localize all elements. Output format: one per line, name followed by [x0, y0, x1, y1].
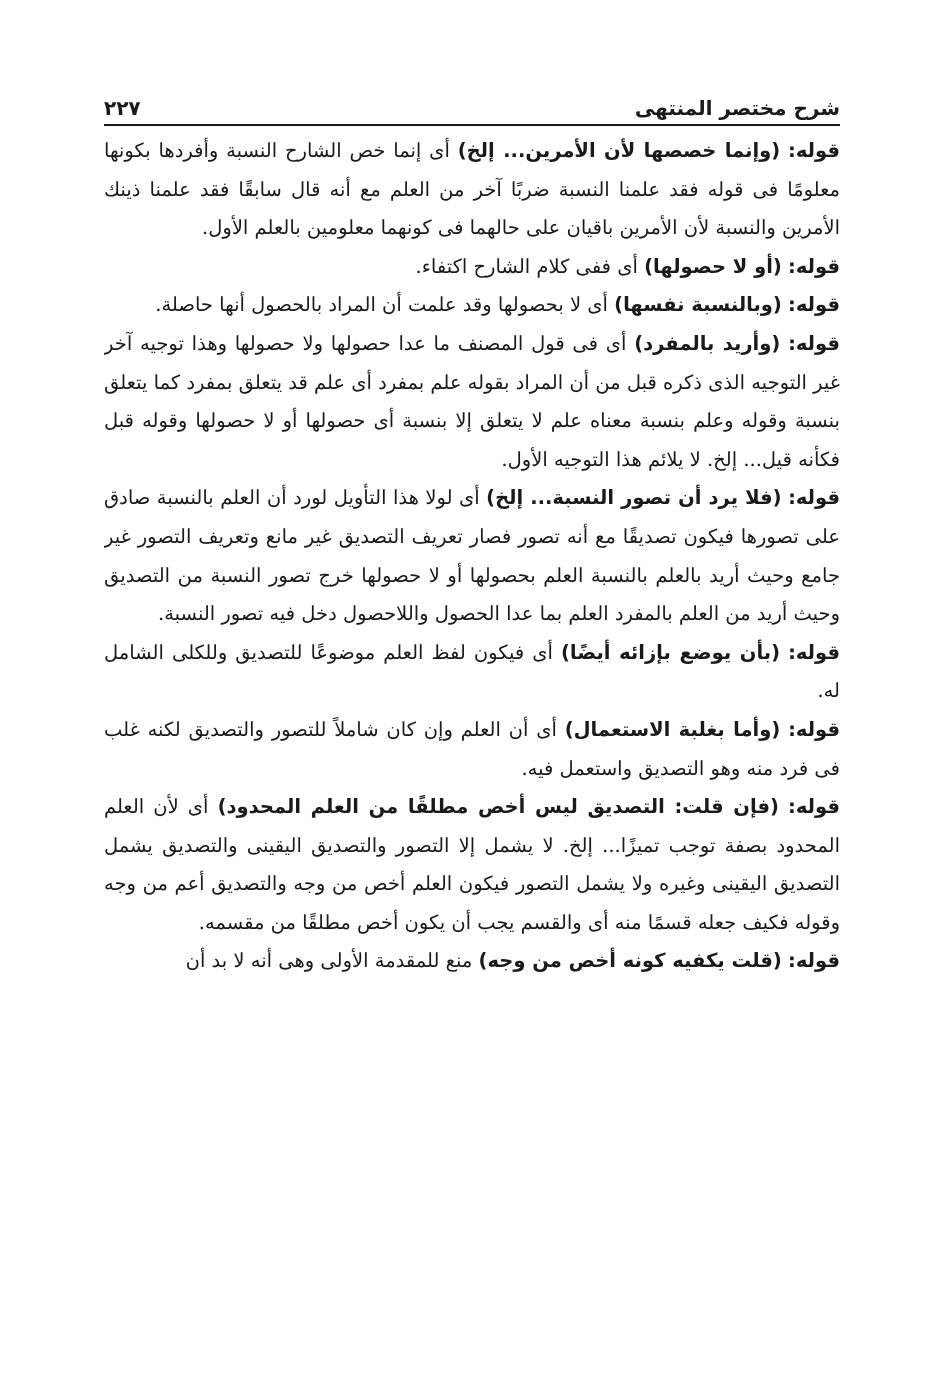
header-title: شرح مختصر المنتهى — [634, 96, 840, 120]
quoted-phrase: (وأما بغلبة الاستعمال) — [564, 717, 781, 741]
paragraph — [104, 479, 840, 633]
paragraph — [104, 634, 840, 711]
paragraph-text: منع للمقدمة الأولى وهى أنه لا بد أن — [185, 949, 473, 973]
paragraph — [104, 286, 840, 325]
paragraph — [104, 325, 840, 479]
paragraph-lead: قوله: — [788, 795, 840, 819]
paragraph-text: أى ففى كلام الشارح اكتفاء. — [415, 254, 638, 278]
paragraph-lead: قوله: — [788, 717, 840, 741]
page-number: ٢٢٧ — [104, 96, 141, 120]
paragraph-lead: قوله: — [788, 254, 840, 278]
paragraph-lead: قوله: — [788, 486, 840, 510]
quoted-phrase: (بأن يوضع بإزائه أيضًا) — [561, 640, 780, 664]
running-header — [104, 84, 840, 126]
quoted-phrase: (قلت يكفيه كونه أخص من وجه) — [478, 949, 782, 973]
paragraph-text: أى فيكون لفظ العلم موضوعًا للتصديق وللكلى الشامل له. — [104, 640, 840, 703]
body-text — [104, 132, 840, 1334]
paragraph — [104, 942, 840, 981]
quoted-phrase: (فإن قلت: التصديق ليس أخص مطلقًا من العلم المحدود) — [217, 795, 779, 819]
paragraph-lead: قوله: — [788, 949, 840, 973]
paragraph-text: أى لا بحصولها وقد علمت أن المراد بالحصول أنها حاصلة. — [155, 293, 608, 317]
paragraph — [104, 788, 840, 942]
quoted-phrase: (وإنما خصصها لأن الأمرين... إلخ) — [457, 139, 781, 162]
paragraph-text: أى لولا هذا التأويل لورد أن العلم بالنسبة صادق على تصورها فيكون تصديقًا مع أنه تصور فصار تعريف التصديق غير مانع وتعريف التصور غير جامع وحيث أريد بالعلم بالنسبة العلم بحصولها أو لا حصولها خرج تصور النسبة من التصديق وحيث أريد من العلم بالمفرد العلم بما عدا الحصول واللاحصول دخل فيه تصور النسبة. — [104, 486, 840, 626]
quoted-phrase: (فلا يرد أن تصور النسبة... إلخ) — [486, 486, 782, 510]
quoted-phrase: (أو لا حصولها) — [644, 254, 782, 278]
paragraph-text: أى إنما خص الشارح النسبة وأفردها بكونها معلومًا فى قوله فقد علمنا النسبة ضربًا آخر من العلم مع أنه قال سابقًا فقد علمنا ذينك الأمرين والنسبة لأن الأمرين باقيان على حالهما فى كونهما معلومين بالعلم الأول. — [104, 139, 840, 240]
paragraph-text: أى أن العلم وإن كان شاملاً للتصور والتصديق لكنه غلب فى فرد منه وهو التصديق واستعمل فيه. — [104, 717, 840, 780]
paragraph-lead: قوله: — [788, 640, 840, 664]
paragraph-text: أى لأن العلم المحدود بصفة توجب تميزًا... إلخ. لا يشمل إلا التصور والتصديق اليقينى والتصديق يشمل التصديق اليقينى وغيره ولا يشمل التصور فيكون العلم أخص من وجه والتصديق أعم من وجه وقوله فكيف جعله قسمًا منه أى والقسم يجب أن يكون أخص مطلقًا من مقسمه. — [104, 795, 840, 934]
quoted-phrase: (وبالنسبة نفسها) — [614, 293, 782, 317]
paragraph-lead: قوله: — [788, 139, 840, 162]
paragraph — [104, 132, 840, 248]
quoted-phrase: (وأريد بالمفرد) — [634, 331, 781, 355]
paragraph-lead: قوله: — [788, 331, 840, 355]
paragraph-text: أى فى قول المصنف ما عدا حصولها ولا حصولها وهذا توجيه آخر غير التوجيه الذى ذكره قبل من أن المراد بقوله علم بمفرد أى علم قد يتعلق بمفرد كما يتعلق بنسبة وقوله وعلم بنسبة معناه علم لا يتعلق إلا بنسبة أى حصولها أو لا حصولها وقوله قبل فكأنه قيل... إلخ. لا يلائم هذا التوجيه الأول. — [104, 331, 840, 471]
paragraph-lead: قوله: — [788, 293, 840, 317]
paragraph — [104, 711, 840, 788]
paragraph — [104, 248, 840, 287]
